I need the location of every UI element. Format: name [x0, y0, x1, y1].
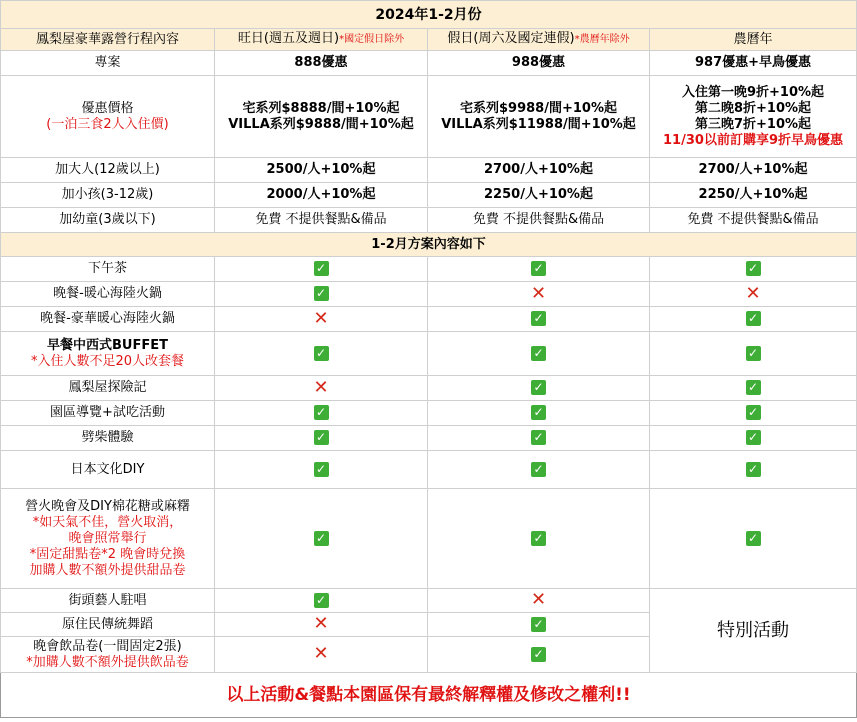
check-icon: ✓ — [746, 346, 761, 361]
header-col-weekday — [215, 29, 428, 51]
plan-weekday: 888優惠 — [215, 51, 428, 76]
price-row — [1, 76, 857, 158]
child-row — [1, 183, 857, 208]
table-row — [1, 589, 857, 613]
item-label: 營火晚會及DIY棉花糖或麻糬 — [25, 498, 190, 514]
cross-icon: ✕ — [530, 282, 547, 304]
cross-icon: ✕ — [745, 282, 761, 304]
item-note: 加購人數不額外提供甜品卷 — [29, 562, 186, 578]
item-label-cell — [1, 489, 215, 589]
item-label: 劈柴體驗 — [1, 426, 215, 451]
header-weekday-label: 旺日(週五及週日) — [237, 31, 340, 46]
table-row — [1, 376, 857, 401]
check-icon: ✓ — [314, 261, 329, 276]
adult-label: 加大人(12歲以上) — [1, 158, 215, 183]
special-activity: 特別活動 — [650, 589, 857, 673]
price-lunar-night3: 第三晚7折+10%起 — [694, 116, 812, 132]
check-icon: ✓ — [531, 380, 546, 395]
check-icon: ✓ — [531, 617, 546, 632]
check-icon: ✓ — [314, 346, 329, 361]
item-label-cell — [1, 637, 215, 673]
check-icon: ✓ — [531, 462, 546, 477]
item-label-cell — [1, 332, 215, 376]
section-title: 1-2月方案內容如下 — [1, 233, 857, 257]
infant-row — [1, 208, 857, 233]
header-col-holiday — [428, 29, 650, 51]
check-icon: ✓ — [531, 430, 546, 445]
header-col-lunar: 農曆年 — [650, 29, 857, 51]
item-label: 晚會飲品卷(一間固定2張) — [33, 638, 182, 654]
child-label: 加小孩(3-12歲) — [1, 183, 215, 208]
check-icon: ✓ — [746, 531, 761, 546]
price-lunar-earlybird: 11/30以前訂購享9折早鳥優惠 — [663, 132, 843, 148]
cross-icon: ✕ — [313, 613, 329, 635]
check-icon: ✓ — [314, 405, 329, 420]
adult-row — [1, 158, 857, 183]
plan-lunar: 987優惠+早鳥優惠 — [650, 51, 857, 76]
check-icon: ✓ — [746, 311, 761, 326]
item-label: 日本文化DIY — [1, 451, 215, 489]
item-label: 晚餐-豪華暖心海陸火鍋 — [1, 307, 215, 332]
item-note: 晚會照常舉行 — [68, 530, 147, 546]
check-icon: ✓ — [531, 647, 546, 662]
price-label-note: (一泊三食2人入住價) — [46, 116, 169, 132]
section-row — [1, 233, 857, 257]
child-weekday: 2000/人+10%起 — [215, 183, 428, 208]
item-label: 園區導覽+試吃活動 — [1, 401, 215, 426]
footer-disclaimer: 以上活動&餐點本園區保有最終解釋權及修改之權利!! — [1, 673, 857, 718]
item-label: 街頭藝人駐唱 — [1, 589, 215, 613]
plan-label: 專案 — [1, 51, 215, 76]
check-icon: ✓ — [531, 261, 546, 276]
infant-lunar: 免費 不提供餐點&備品 — [650, 208, 857, 233]
item-label: 下午茶 — [1, 257, 215, 282]
check-icon: ✓ — [314, 430, 329, 445]
table-row — [1, 282, 857, 307]
check-icon: ✓ — [314, 593, 329, 608]
check-icon: ✓ — [314, 531, 329, 546]
price-weekday-home: 宅系列$8888/間+10%起 — [242, 100, 400, 116]
price-holiday-villa: VILLA系列$11988/間+10%起 — [441, 116, 636, 132]
infant-holiday: 免費 不提供餐點&備品 — [428, 208, 650, 233]
check-icon: ✓ — [746, 380, 761, 395]
plan-row — [1, 51, 857, 76]
check-icon: ✓ — [746, 462, 761, 477]
child-lunar: 2250/人+10%起 — [650, 183, 857, 208]
item-label: 晚餐-暖心海陸火鍋 — [1, 282, 215, 307]
table-row — [1, 426, 857, 451]
child-holiday: 2250/人+10%起 — [428, 183, 650, 208]
check-icon: ✓ — [746, 405, 761, 420]
header-col-content: 鳳梨屋豪華露營行程內容 — [1, 29, 215, 51]
price-holiday — [428, 76, 650, 158]
item-note: *入住人數不足20人改套餐 — [30, 353, 185, 369]
adult-weekday: 2500/人+10%起 — [215, 158, 428, 183]
footer-row — [1, 673, 857, 718]
price-weekday — [215, 76, 428, 158]
price-weekday-villa: VILLA系列$9888/間+10%起 — [228, 116, 414, 132]
price-lunar — [650, 76, 857, 158]
check-icon: ✓ — [531, 346, 546, 361]
price-label: 優惠價格 — [81, 100, 134, 116]
header-row — [1, 29, 857, 51]
adult-lunar: 2700/人+10%起 — [650, 158, 857, 183]
header-holiday-note: *農曆年除外 — [574, 34, 630, 45]
table-row — [1, 257, 857, 282]
cross-icon: ✕ — [530, 589, 547, 611]
price-label-cell — [1, 76, 215, 158]
cross-icon: ✕ — [313, 307, 329, 329]
item-label: 原住民傳統舞蹈 — [1, 613, 215, 637]
cross-icon: ✕ — [313, 376, 329, 398]
table-row — [1, 401, 857, 426]
header-weekday-note: *國定假日除外 — [339, 34, 405, 45]
infant-label: 加幼童(3歲以下) — [1, 208, 215, 233]
adult-holiday: 2700/人+10%起 — [428, 158, 650, 183]
page-title: 2024年1-2月份 — [1, 1, 857, 29]
item-label: 鳳梨屋探險記 — [1, 376, 215, 401]
check-icon: ✓ — [531, 311, 546, 326]
table-row — [1, 489, 857, 589]
cross-icon: ✕ — [313, 643, 329, 665]
item-note: *固定甜點卷*2 晚會時兌換 — [29, 546, 186, 562]
check-icon: ✓ — [531, 405, 546, 420]
price-lunar-night2: 第二晚8折+10%起 — [694, 100, 812, 116]
item-note: *如天氣不佳，營火取消， — [32, 514, 183, 530]
header-holiday-label: 假日(周六及國定連假) — [447, 31, 575, 46]
plan-holiday: 988優惠 — [428, 51, 650, 76]
check-icon: ✓ — [531, 531, 546, 546]
table-row — [1, 451, 857, 489]
price-holiday-home: 宅系列$9988/間+10%起 — [460, 100, 617, 116]
check-icon: ✓ — [314, 462, 329, 477]
check-icon: ✓ — [746, 430, 761, 445]
item-note: *加購人數不額外提供飲品卷 — [26, 654, 189, 670]
title-row — [1, 1, 857, 29]
price-lunar-night1: 入住第一晚9折+10%起 — [681, 84, 825, 100]
table-row — [1, 307, 857, 332]
table-row — [1, 332, 857, 376]
infant-weekday: 免費 不提供餐點&備品 — [215, 208, 428, 233]
item-label: 早餐中西式BUFFET — [47, 337, 168, 353]
check-icon: ✓ — [746, 261, 761, 276]
check-icon: ✓ — [314, 286, 329, 301]
